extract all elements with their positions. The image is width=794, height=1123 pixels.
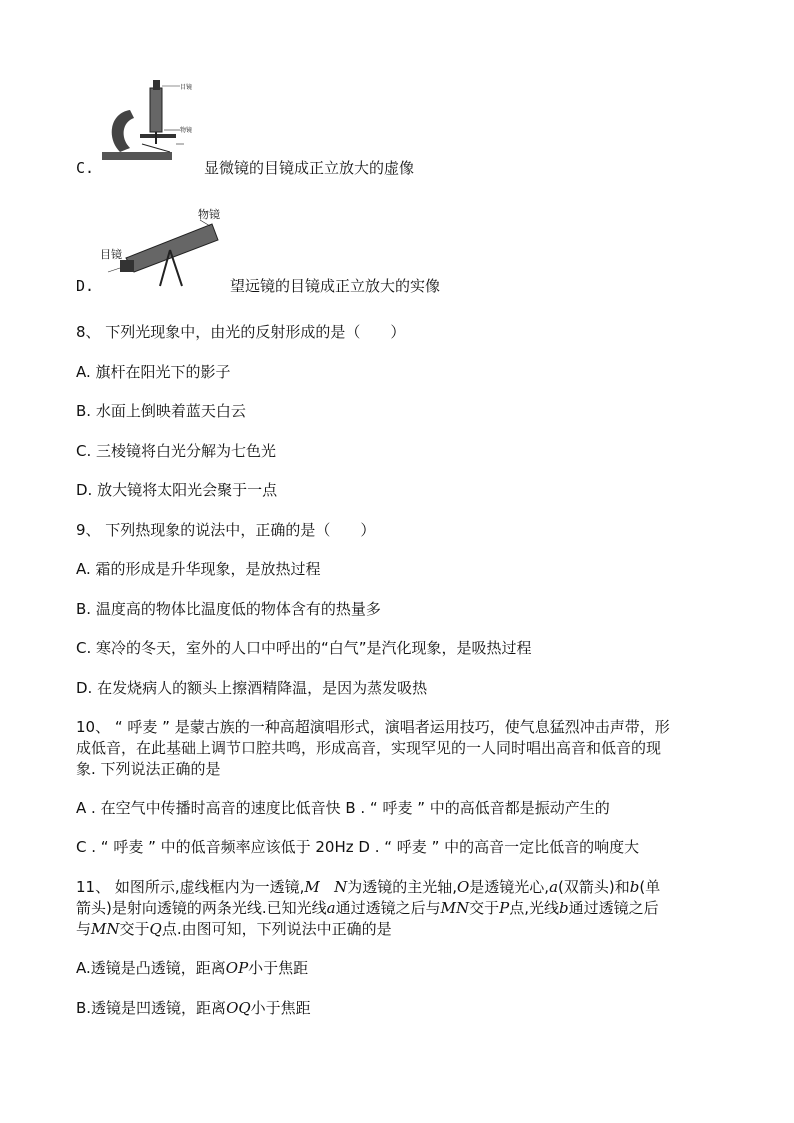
option-c: C. 显微镜的目镜成正立放大的虚像 [76,159,415,177]
q11-option-b: B.透镜是凹透镜，距离OQ小于焦距 [76,999,311,1017]
q10-options-line1: A . 在空气中传播时高音的速度比低音快 B . “ 呼麦 ” 中的高低音都是振动产生的 [76,799,610,817]
option-c-text: 显微镜的目镜成正立放大的虚像 [204,159,415,177]
telescope-eyepiece-label: 目镜 [100,248,122,261]
microscope-figure [100,78,205,178]
q9-option-d: D. 在发烧病人的额头上擦酒精降温，是因为蒸发吸热 [76,679,428,697]
option-d: D. 望远镜的目镜成正立放大的实像 [76,277,441,295]
q9-option-b: B. 温度高的物体比温度低的物体含有的热量多 [76,600,381,618]
q10-stem-line3: 象. 下列说法正确的是 [76,760,221,778]
q10-options-line2: C . “ 呼麦 ” 中的低音频率应该低于 20Hz D . “ 呼麦 ” 中的高音一定比低音的响度大 [76,838,640,856]
q9-option-c: C. 寒冷的冬天，室外的人口中呼出的“白气”是汽化现象，是吸热过程 [76,639,532,657]
q8-option-a: A. 旗杆在阳光下的影子 [76,363,231,381]
microscope-objective-label: 物镜 [180,127,193,134]
q8-stem: 8、 下列光现象中，由光的反射形成的是（ ） [76,323,406,341]
q8-option-d: D. 放大镜将太阳光会聚于一点 [76,481,278,499]
q10-stem-line1: 10、 “ 呼麦 ” 是蒙古族的一种高超演唱形式，演唱者运用技巧，使气息猛烈冲击声带，形 [76,718,670,736]
q8-option-b: B. 水面上倒映着蓝天白云 [76,402,246,420]
telescope-figure [100,206,225,290]
q10-stem-line2: 成低音，在此基础上调节口腔共鸣，形成高音，实现罕见的一人同时唱出高音和低音的现 [76,739,662,757]
q11-stem-line3: 与MN交于Q点.由图可知，下列说法中正确的是 [76,920,392,938]
q11-stem-line1: 11、 如图所示,虚线框内为一透镜,M N为透镜的主光轴,O是透镜光心,a(双箭头)和b(单 [76,878,661,896]
q8-option-c: C. 三棱镜将白光分解为七色光 [76,442,277,460]
q9-stem: 9、 下列热现象的说法中，正确的是（ ） [76,521,376,539]
microscope-eyepiece-label: 目镜 [180,84,193,91]
q11-option-a: A.透镜是凸透镜，距离OP小于焦距 [76,959,309,977]
q11-stem-line2: 箭头)是射向透镜的两条光线.已知光线a通过透镜之后与MN交于P点,光线b通过透镜之后 [76,899,659,917]
option-d-text: 望远镜的目镜成正立放大的实像 [230,277,441,295]
q9-option-a: A. 霜的形成是升华现象，是放热过程 [76,560,321,578]
telescope-objective-label: 物镜 [198,208,220,221]
